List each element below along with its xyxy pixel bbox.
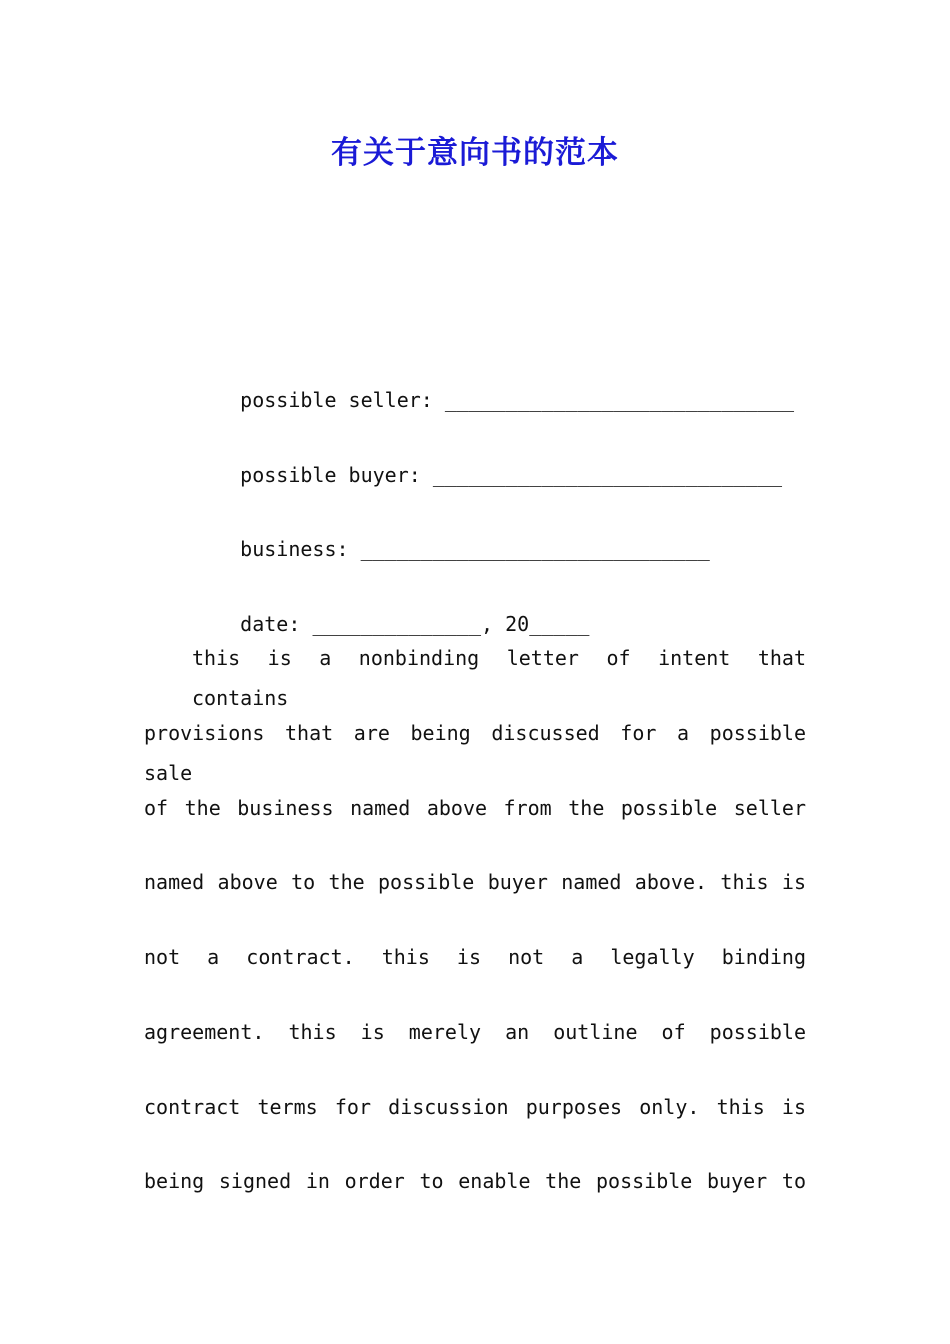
date-field-row <box>144 564 854 636</box>
document-title: 有关于意向书的范本 <box>331 135 619 171</box>
date-label: date: <box>240 612 301 636</box>
seller-field-row <box>144 340 854 412</box>
buyer-blank: _____________________________ <box>432 463 783 487</box>
body-line: agreement. this is merely an outline of possible <box>144 1020 806 1044</box>
business-field-row <box>144 489 854 561</box>
body-line: this is a nonbinding letter of intent that contains <box>192 646 806 710</box>
body-line: of the business named above from the possible seller <box>144 796 806 820</box>
body-line: being signed in order to enable the possible buyer to <box>144 1169 806 1193</box>
buyer-field-row <box>144 415 854 487</box>
buyer-label: possible buyer: <box>240 463 421 487</box>
body-line: not a contract. this is not a legally binding <box>144 945 806 969</box>
body-line: provisions that are being discussed for a possible sale <box>144 721 806 785</box>
seller-blank: _____________________________ <box>444 388 795 412</box>
body-line: named above to the possible buyer named above. this is <box>144 870 806 894</box>
seller-label: possible seller: <box>240 388 433 412</box>
date-blank: ______________, <box>312 612 494 636</box>
business-label: business: <box>240 537 349 561</box>
body-line: contract terms for discussion purposes only. this is <box>144 1095 806 1119</box>
business-blank: _____________________________ <box>360 537 710 561</box>
date-year: 20_____ <box>505 612 590 636</box>
